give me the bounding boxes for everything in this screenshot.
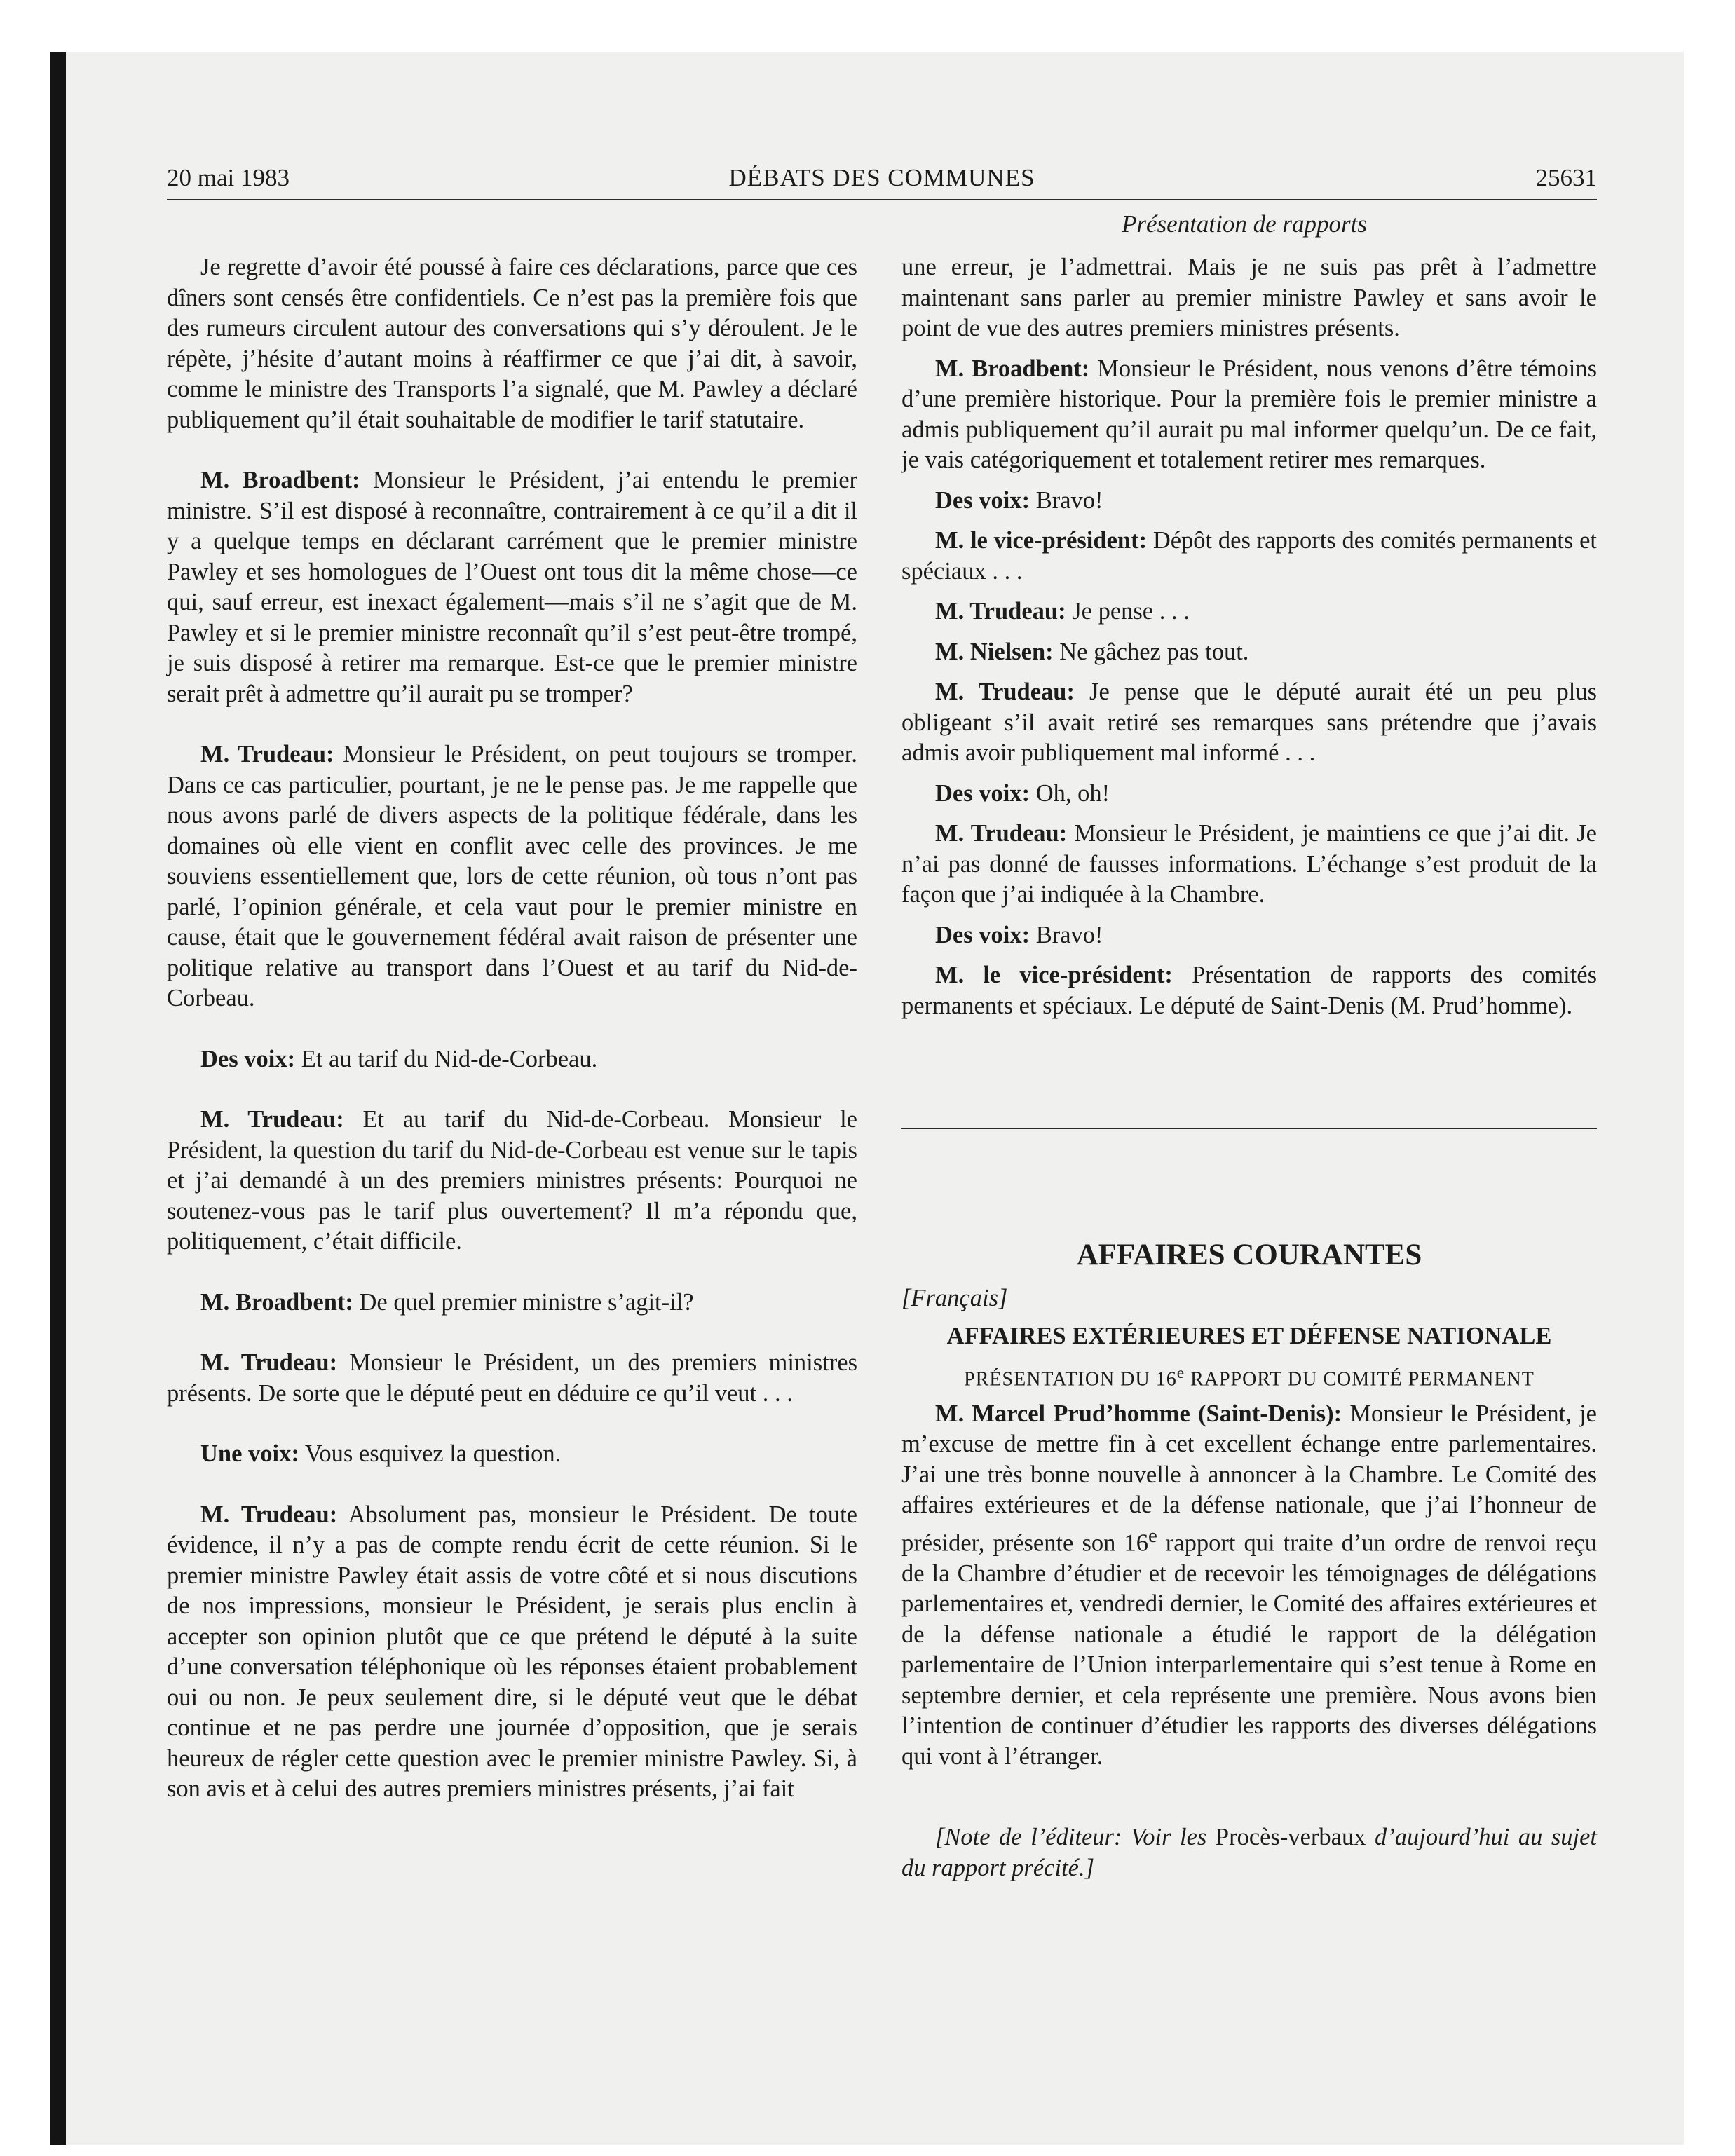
speech: Monsieur le Président, j’ai entendu le premier ministre. S’il est disposé à reconnaître, contrairement à ce qu’il a dit il y a quelque temps en déclarant carrément que le premier ministre Pawley et ses homologues de l’Ouest ont tous dit la même chose—ce qui, sauf erreur, est inexact également—mais s’il ne s’agit que de M. Pawley et si le premier ministre reconnaît qu’il s’est peut-être trompé, je suis disposé à retirer ma remarque. Est-ce que le premier ministre serait prêt à admettre qu’il aurait pu se tromper? xyxy=(167,467,858,707)
binding-edge xyxy=(50,52,66,2145)
header-date: 20 mai 1983 xyxy=(167,164,290,191)
speech: Présentation de rapports des comités permanents et spéciaux. Le député de Saint-Denis (M. Prud’homme). xyxy=(901,962,1597,1019)
speech: Monsieur le Président, un des premiers ministres présents. De sorte que le député peut en déduire ce qu’il veut . . . xyxy=(167,1349,857,1407)
paragraph xyxy=(901,779,1597,810)
header-page-number: 25631 xyxy=(1535,164,1597,191)
paragraph xyxy=(901,637,1597,668)
paragraph xyxy=(167,1439,857,1470)
editor-note-close: d’aujourd’hui au sujet du rapport précité.] xyxy=(901,1824,1598,1881)
page-header xyxy=(167,160,1597,200)
report-heading-ordinal: e xyxy=(1176,1364,1185,1382)
speaker: M. le vice-président: xyxy=(935,962,1173,988)
right-column xyxy=(901,252,1597,1908)
speech: Dépôt des rapports des comités permanents et spéciaux . . . xyxy=(901,527,1597,585)
paragraph xyxy=(901,960,1597,1021)
paragraph xyxy=(901,819,1597,910)
report-heading-suffix: RAPPORT DU COMITÉ PERMANENT xyxy=(1185,1368,1535,1391)
paragraph xyxy=(901,920,1597,951)
speaker: M. Trudeau: xyxy=(200,1106,344,1133)
speech: Bravo! xyxy=(1035,921,1103,948)
editor-note-open: [Note de l’éditeur: Voir les xyxy=(935,1824,1216,1851)
language-tag: [Français] xyxy=(901,1285,1008,1311)
speaker: M. Nielsen: xyxy=(935,638,1054,665)
speaker: M. Marcel Prud’homme (Saint-Denis): xyxy=(935,1400,1342,1427)
paragraph xyxy=(167,465,857,709)
paragraph xyxy=(167,1105,857,1257)
speaker: M. Trudeau: xyxy=(200,741,334,767)
speaker: Une voix: xyxy=(200,1440,299,1467)
speech: Et au tarif du Nid-de-Corbeau. Monsieur le Président, la question du tarif du Nid-de-Corbeau est venue sur le tapis et j’ai demandé à un des premiers ministres présents: Pourquoi ne soutenez-vous pas le tarif plus ouvertement? Il m’a répondu que, politiquement, c’était difficile. xyxy=(167,1106,857,1255)
speech: Oh, oh! xyxy=(1035,779,1110,807)
speaker: M. Trudeau: xyxy=(935,820,1068,847)
report-heading xyxy=(901,1358,1597,1395)
speaker: M. Broadbent: xyxy=(200,1288,353,1316)
speech: Bravo! xyxy=(1035,486,1103,514)
speaker: M. le vice-président: xyxy=(935,527,1148,554)
section-title: AFFAIRES COURANTES xyxy=(1076,1239,1422,1271)
paragraph xyxy=(901,526,1597,587)
header-title: DÉBATS DES COMMUNES xyxy=(728,164,1035,191)
paragraph xyxy=(167,1288,857,1318)
speaker: Des voix: xyxy=(935,486,1030,514)
paragraph xyxy=(901,252,1597,344)
speaker: M. Broadbent: xyxy=(935,355,1090,382)
speech: Je regrette d’avoir été poussé à faire ces déclarations, parce que ces dîners sont censés être confidentiels. Ce n’est pas la première fois que des rumeurs circulent autour des conversations qui s’y déroulent. Je le répète, j’hésite d’autant moins à réaffirmer ce que j’ai dit, à savoir, comme le ministre des Transports l’a signalé, que M. Pawley a déclaré publiquement qu’il était souhaitable de modifier le tarif statutaire. xyxy=(167,254,857,433)
speaker: M. Broadbent: xyxy=(200,467,360,493)
speech: Je pense que le député aurait été un peu plus obligeant s’il avait retiré ses remarques sans prétendre que j’avais admis avoir publiquement mal informé . . . xyxy=(901,678,1597,766)
speaker: Des voix: xyxy=(200,1045,296,1072)
paragraph xyxy=(901,677,1597,769)
speech-part-2: rapport qui traite d’un ordre de renvoi reçu de la Chambre d’étudier et de recevoir les témoignages de délégations parlementaires et, vendredi dernier, le Comité des affaires extérieures et de la défense nationale a étudié le rapport de la délégation parlementaire de l’Union interparlementaire qui s’est tenue à Rome en septembre dernier, et cela représente une première. Nous avons bien l’intention de continuer d’étudier les rapports des diverses délégations qui vont à l’étranger. xyxy=(901,1529,1597,1770)
speaker: M. Trudeau: xyxy=(935,598,1066,625)
speech: Je pense . . . xyxy=(1072,598,1190,625)
speech: Monsieur le Président, nous venons d’être témoins d’une première historique. Pour la première fois le premier ministre a admis publiquement qu’il aurait pu mal informer quelqu’un. De ce fait, je vais catégoriquement et totalement retirer mes remarques. xyxy=(901,355,1597,473)
paragraph xyxy=(167,739,857,1014)
paragraph xyxy=(167,1500,857,1805)
speaker: Des voix: xyxy=(935,921,1030,948)
paragraph xyxy=(901,1399,1597,1773)
paragraph xyxy=(167,252,857,435)
speech: Et au tarif du Nid-de-Corbeau. xyxy=(301,1045,598,1072)
editor-note xyxy=(901,1822,1597,1883)
speech-part-1: Monsieur le Président, je m’excuse de mettre fin à cet excellent échange entre parlementaires. J’ai une très bonne nouvelle à annoncer à la Chambre. Le Comité des affaires extérieures et de la défense nationale, que j’ai l’honneur de présider, présente son 16 xyxy=(901,1400,1597,1557)
speech: une erreur, je l’admettrai. Mais je ne suis pas prêt à l’admettre maintenant sans parler au premier ministre Pawley et sans avoir le point de vue des autres premiers ministres présents. xyxy=(901,254,1597,341)
speech: Vous esquivez la question. xyxy=(304,1440,562,1467)
speech: Ne gâchez pas tout. xyxy=(1059,638,1249,665)
speaker: M. Trudeau: xyxy=(200,1501,338,1528)
speaker: Des voix: xyxy=(935,779,1030,807)
paragraph xyxy=(901,596,1597,627)
paragraph xyxy=(901,354,1597,476)
speech: Absolument pas, monsieur le Président. De toute évidence, il n’y a pas de compte rendu écrit de cette réunion. Si le premier ministre Pawley était assis de votre côté et si nous discutions de nos impressions, monsieur le Président, je serais plus enclin à accepter son opinion plutôt que ce que prétend le député à la suite d’une conversation téléphonique où les réponses étaient probablement oui ou non. Je peux seulement dire, si le député veut que le débat continue et ne pas perdre une journée d’opposition, que je serais heureux de régler cette question avec le premier ministre Pawley. Si, à son avis et à celui des autres premiers ministres présents, j’ai fait xyxy=(167,1501,857,1802)
report-heading-prefix: PRÉSENTATION DU 16 xyxy=(964,1368,1177,1391)
speech: Monsieur le Président, je maintiens ce que j’ai dit. Je n’ai pas donné de fausses informations. L’échange s’est produit de la façon que j’ai indiquée à la Chambre. xyxy=(901,820,1597,908)
speech: Monsieur le Président, on peut toujours se tromper. Dans ce cas particulier, pourtant, je ne le pense pas. Je me rappelle que nous avons parlé de divers aspects de la politique fédérale, dans les domaines où elle vient en conflit avec celle des provinces. Je me souviens essentiellement que, lors de cette réunion, où tous n’ont pas parlé, l’opinion générale, et cela vaut pour le premier ministre en cause, était que le gouvernement fédéral avait raison de présenter une politique relative au transport dans l’Ouest et au tarif du Nid-de-Corbeau. xyxy=(167,741,857,1011)
paragraph xyxy=(901,486,1597,517)
section-divider xyxy=(901,1128,1597,1129)
running-head: Présentation de rapports xyxy=(1122,210,1367,238)
paragraph xyxy=(167,1348,857,1409)
editor-note-proceedings: Procès-verbaux xyxy=(1215,1824,1366,1851)
section-subtitle: AFFAIRES EXTÉRIEURES ET DÉFENSE NATIONALE xyxy=(946,1322,1552,1349)
ordinal-suffix: e xyxy=(1148,1524,1157,1547)
left-column xyxy=(167,252,857,1835)
speech: De quel premier ministre s’agit-il? xyxy=(359,1288,694,1316)
paragraph xyxy=(167,1044,857,1075)
speaker: M. Trudeau: xyxy=(200,1349,338,1376)
speaker: M. Trudeau: xyxy=(935,678,1075,705)
